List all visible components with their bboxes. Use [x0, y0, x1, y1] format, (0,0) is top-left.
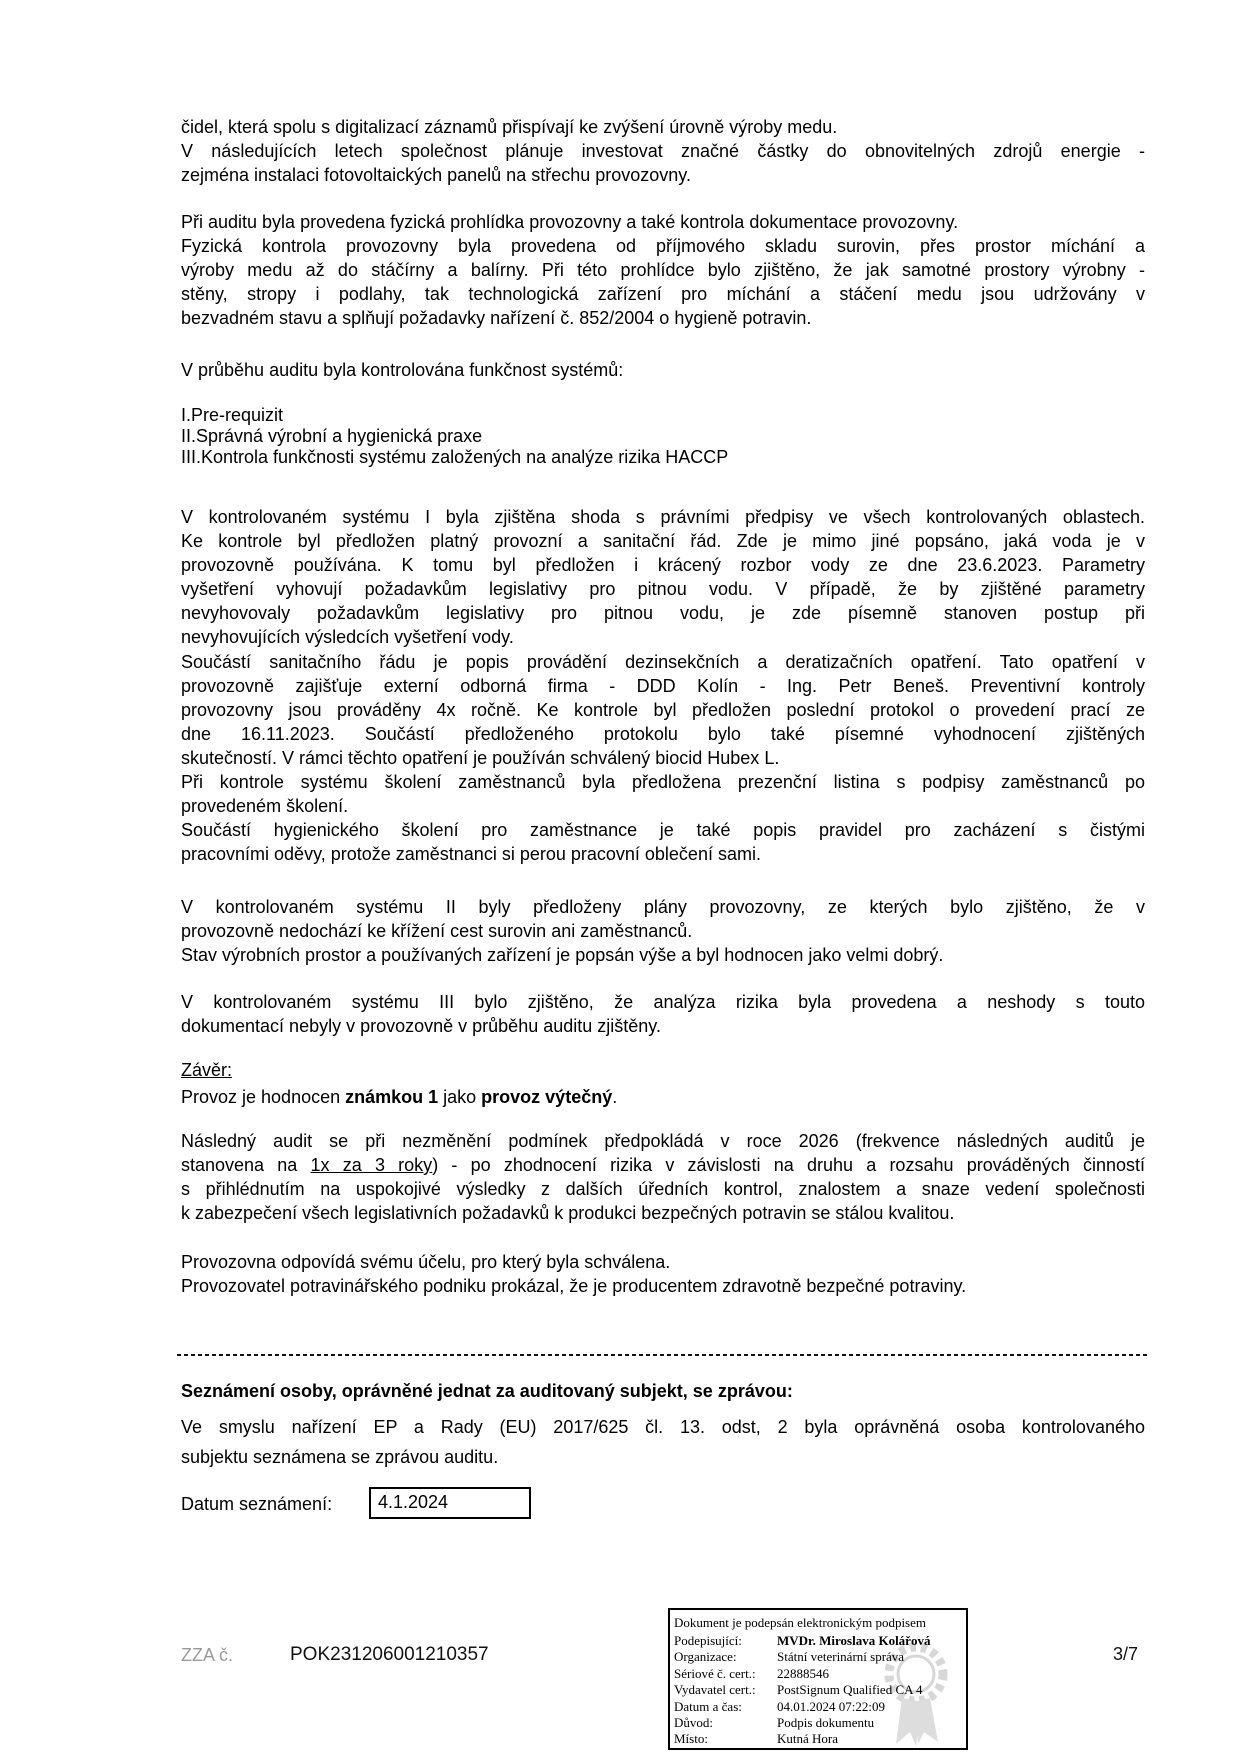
signature-value: Podpis dokumentu	[777, 1715, 875, 1731]
text-line: Ke kontrole byl předložen platný provozní a sanitační řád. Zde je mimo jiné popsáno, jaká voda je v	[181, 531, 1145, 551]
systems-list	[181, 405, 1145, 468]
text-run: ) - po zhodnocení rizika v závislosti na druhu a rozsahu prováděných činností	[432, 1155, 1145, 1175]
text-line: Součástí sanitačního řádu je popis provádění dezinsekčních a deratizačních opatření. Tato opatření v	[181, 652, 1145, 672]
text-line: vyšetření vyhovují požadavkům legislativy pro pitnou vodu. V případě, že by zjištěné parametry	[181, 579, 1145, 599]
text-line: Následný audit se při nezměnění podmínek předpokládá v roce 2026 (frekvence následných auditů je	[181, 1131, 1145, 1151]
paragraph-next-audit	[181, 1129, 1145, 1225]
grade-text: známkou 1	[345, 1087, 439, 1107]
footer-zza-label: ZZA č.	[181, 1645, 234, 1665]
text-line: nevyhovujících výsledcích vyšetření vody.	[181, 627, 514, 647]
signature-label: Vydavatel cert.:	[674, 1682, 756, 1698]
signature-value: Státní veterinární správa	[777, 1649, 905, 1665]
signature-row	[674, 1731, 964, 1747]
date-acknowledged-value: 4.1.2024	[378, 1492, 449, 1512]
text-line: provozovně používána. K tomu byl předložen i krácený rozbor vody ze dne 23.6.2023. Parametry	[181, 555, 1145, 575]
text-line: Provozovna odpovídá svému účelu, pro který byla schválena.	[181, 1252, 671, 1272]
paragraph-system-3	[181, 990, 1145, 1038]
text-line: skutečností. V rámci těchto opatření je používán schválený biocid Hubex L.	[181, 748, 780, 768]
text-line: Při auditu byla provedena fyzická prohlídka provozovny a také kontrola dokumentace provozovny.	[181, 212, 959, 232]
text-line: V kontrolovaném systému II byly předloženy plány provozovny, ze kterých bylo zjištěno, že v	[181, 897, 1145, 917]
text-line: subjektu seznámena se zprávou auditu.	[181, 1447, 499, 1467]
text-line: stěny, stropy i podlahy, tak technologická zařízení pro míchání a stáčení medu jsou udržovány v	[181, 284, 1145, 304]
signature-row	[674, 1649, 964, 1665]
paragraph-system-1	[181, 505, 1145, 649]
list-item: I.Pre-requizit	[181, 405, 284, 425]
signature-row	[674, 1666, 964, 1682]
paragraph-system-2	[181, 895, 1145, 967]
conclusion-heading: Závěr:	[181, 1060, 233, 1080]
paragraph-sanitation	[181, 650, 1145, 866]
signature-value: Kutná Hora	[777, 1731, 839, 1747]
electronic-signature-box	[668, 1608, 968, 1750]
footer-page-number: 3/7	[1113, 1644, 1139, 1664]
text-line: V následujících letech společnost plánuje investovat značné částky do obnovitelných zdrojů energie -	[181, 141, 1145, 161]
paragraph-intro	[181, 115, 1145, 187]
text-line: V průběhu auditu byla kontrolována funkčnost systémů:	[181, 360, 624, 380]
text-line: Stav výrobních prostor a používaných zařízení je popsán výše a byl hodnocen jako velmi dobrý.	[181, 945, 944, 965]
rating-text: provoz výtečný	[481, 1087, 613, 1107]
text-line: Provozovatel potravinářského podniku prokázal, že je producentem zdravotně bezpečné potraviny.	[181, 1276, 967, 1296]
text-run: jako	[438, 1087, 482, 1107]
text-line: dokumentací nebyly v provozovně v průběhu auditu zjištěny.	[181, 1016, 661, 1036]
text-line: čidel, která spolu s digitalizací záznamů přispívají ke zvýšení úrovně výroby medu.	[181, 117, 838, 137]
text-line: Při kontrole systému školení zaměstnanců byla předložena prezenční listina s podpisy zaměstnanců po	[181, 772, 1145, 792]
paragraph-closing	[181, 1250, 1145, 1298]
text-line: provozovně zajišťuje externí odborná firma - DDD Kolín - Ing. Petr Beneš. Preventivní kontroly	[181, 676, 1145, 696]
signature-title: Dokument je podepsán elektronickým podpisem	[674, 1615, 927, 1630]
paragraph-systems-intro	[181, 358, 1145, 382]
signature-label: Datum a čas:	[674, 1698, 742, 1714]
list-item: II.Správná výrobní a hygienická praxe	[181, 426, 483, 446]
signature-value: PostSignum Qualified CA 4	[777, 1682, 923, 1698]
paragraph-inspection	[181, 210, 1145, 330]
signature-label: Sériové č. cert.:	[674, 1665, 756, 1681]
text-line: k zabezpečení všech legislativních požadavků k produkci bezpečných potravin se stálou kvalitou.	[181, 1203, 955, 1223]
list-item: III.Kontrola funkčnosti systému založených na analýze rizika HACCP	[181, 447, 729, 467]
signer-name: MVDr. Miroslava Kolářová	[777, 1633, 931, 1648]
text-line: provozovny jsou prováděny 4x ročně. Ke kontrole byl předložen poslední protokol o provedení prací ze	[181, 700, 1145, 720]
conclusion-block	[181, 1058, 1145, 1109]
text-line: provedeném školení.	[181, 796, 349, 816]
text-run: stanovena na	[181, 1155, 311, 1175]
footer-zza-number: POK231206001210357	[290, 1644, 489, 1665]
text-line: s přihlédnutím na uspokojivé výsledky z dalších úředních kontrol, znalostem a snaze vedení společnosti	[181, 1179, 1145, 1199]
signature-value: 04.01.2024 07:22:09	[777, 1698, 885, 1714]
dashed-separator	[177, 1354, 1150, 1356]
signature-row	[674, 1633, 964, 1649]
text-line: Fyzická kontrola provozovny byla provedena od příjmového skladu surovin, přes prostor míchání a	[181, 236, 1145, 256]
text-line: výroby medu až do stáčírny a balírny. Při této prohlídce bylo zjištěno, že jak samotné prostory výrobny -	[181, 260, 1145, 280]
text-line: zejména instalaci fotovoltaických panelů na střechu provozovny.	[181, 165, 691, 185]
signature-label: Podepisující:	[674, 1633, 742, 1648]
text-line: pracovními oděvy, protože zaměstnanci si perou pracovní oblečení sami.	[181, 844, 761, 864]
signature-label: Důvod:	[674, 1715, 713, 1731]
text-run: Provoz je hodnocen	[181, 1087, 346, 1107]
signature-label: Místo:	[674, 1731, 708, 1747]
acknowledgement-paragraph	[181, 1412, 1145, 1472]
text-line: V kontrolovaném systému III bylo zjištěno, že analýza rizika byla provedena a neshody s touto	[181, 992, 1145, 1012]
conclusion-line	[181, 1085, 1145, 1109]
date-acknowledged-label: Datum seznámení:	[181, 1494, 333, 1514]
date-acknowledged-field	[369, 1487, 531, 1519]
text-line: bezvadném stavu a splňují požadavky nařízení č. 852/2004 o hygieně potravin.	[181, 308, 812, 328]
signature-label: Organizace:	[674, 1649, 737, 1665]
text-line: V kontrolovaném systému I byla zjištěna shoda s právními předpisy ve všech kontrolovaných oblastech.	[181, 507, 1145, 527]
text-line: Součástí hygienického školení pro zaměstnance je také popis pravidel pro zacházení s čistými	[181, 820, 1145, 840]
text-run: .	[612, 1087, 618, 1107]
acknowledgement-heading: Seznámení osoby, oprávněné jednat za auditovaný subjekt, se zprávou:	[181, 1381, 793, 1401]
signature-value: 22888546	[777, 1665, 829, 1681]
text-line: nevyhovovaly požadavkům legislativy pro pitnou vodu, je zde písemně stanoven postup při	[181, 603, 1145, 623]
frequency-text: 1x za 3 roky	[310, 1155, 433, 1175]
signature-row	[674, 1699, 964, 1715]
text-line: dne 16.11.2023. Součástí předloženého protokolu bylo také písemné vyhodnocení zjištěných	[181, 724, 1145, 744]
text-line	[181, 1153, 1145, 1177]
signature-row	[674, 1682, 964, 1698]
text-line: provozovně nedochází ke křížení cest surovin ani zaměstnanců.	[181, 921, 693, 941]
text-line: Ve smyslu nařízení EP a Rady (EU) 2017/625 čl. 13. odst, 2 byla oprávněná osoba kontrolovaného	[181, 1417, 1145, 1437]
signature-row	[674, 1715, 964, 1731]
